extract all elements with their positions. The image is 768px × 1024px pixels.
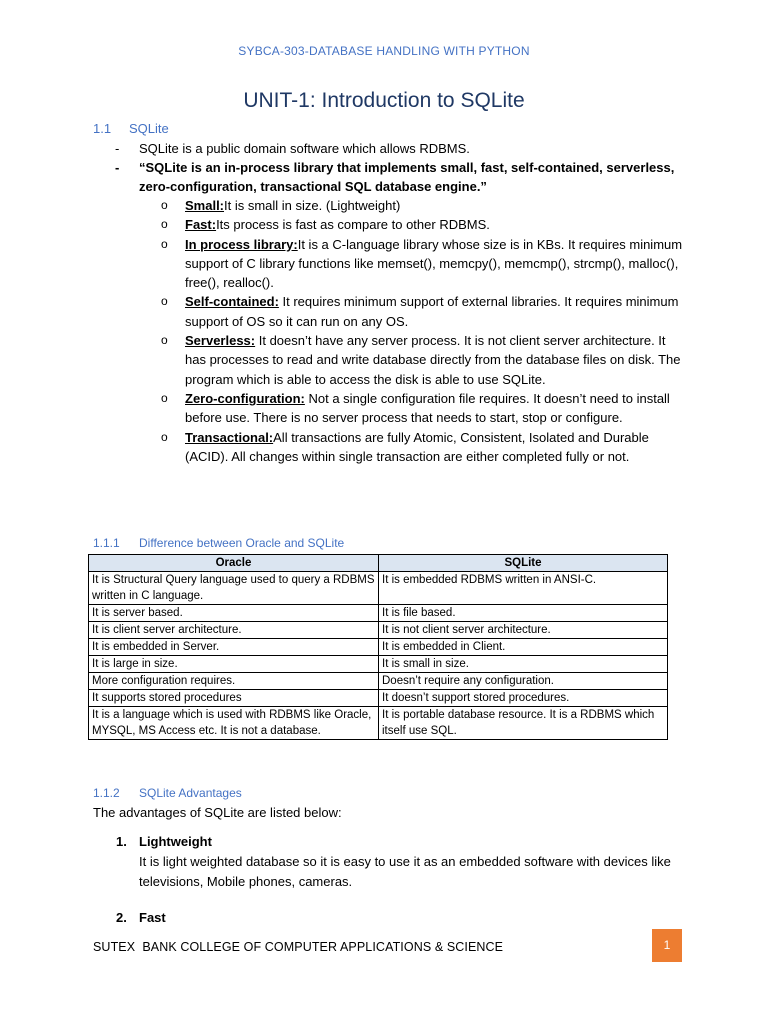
table-cell: It is not client server architecture. bbox=[379, 622, 668, 639]
table-cell: Doesn’t require any configuration. bbox=[379, 673, 668, 690]
table-row bbox=[89, 572, 668, 605]
feature-text: It is small in size. (Lightweight) bbox=[224, 198, 401, 213]
hollow-circle-bullet-icon: o bbox=[161, 429, 168, 444]
list-item-text: SQLite is a public domain software which allows RDBMS. bbox=[139, 141, 470, 156]
dash-bullet-icon: - bbox=[115, 160, 120, 175]
subsection-title: SQLite Advantages bbox=[139, 786, 242, 800]
section-heading-sqlite bbox=[93, 121, 169, 136]
item-number: 1. bbox=[116, 834, 127, 849]
table-row bbox=[89, 690, 668, 707]
list-item bbox=[93, 832, 693, 892]
advantage-title: Lightweight bbox=[139, 834, 212, 849]
table-row bbox=[89, 707, 668, 740]
feature-text: It is a C-language library whose size is in KBs. It requires minimum support of C library functions like memset(), memcpy(), memcmp(), strcmp(), malloc(), free(), realloc(). bbox=[185, 236, 683, 291]
advantage-body: It is light weighted database so it is easy to use it as an embedded software with devices like televisions, Mobile phones, cameras. bbox=[139, 854, 671, 889]
footer-institution: SUTEX BANK COLLEGE OF COMPUTER APPLICATIONS & SCIENCE bbox=[93, 940, 504, 954]
table-cell: It is server based. bbox=[89, 605, 379, 622]
column-header-sqlite: SQLite bbox=[379, 555, 668, 572]
subsection-title: Difference between Oracle and SQLite bbox=[139, 536, 345, 550]
feature-text: Its process is fast as compare to other RDBMS. bbox=[216, 217, 490, 233]
page-title: UNIT-1: Introduction to SQLite bbox=[243, 89, 525, 112]
hollow-circle-bullet-icon: o bbox=[161, 333, 168, 348]
table-row bbox=[89, 656, 668, 673]
feature-item-self-contained bbox=[93, 292, 683, 331]
table-cell: It is embedded in Server. bbox=[89, 639, 379, 656]
feature-term: Self-contained: bbox=[185, 294, 279, 310]
feature-item-zero-configuration bbox=[93, 389, 683, 428]
table-row bbox=[89, 673, 668, 690]
advantage-title-lightweight bbox=[93, 832, 693, 852]
feature-item-serverless bbox=[93, 331, 683, 389]
comparison-table bbox=[88, 554, 668, 740]
subsection-heading-difference bbox=[93, 536, 344, 550]
item-number: 2. bbox=[116, 910, 127, 925]
table-row bbox=[89, 622, 668, 639]
table-row bbox=[89, 605, 668, 622]
table-cell: It is a language which is used with RDBMS like Oracle, MYSQL, MS Access etc. It is not a database. bbox=[89, 707, 379, 740]
table-cell: It is small in size. bbox=[379, 656, 668, 673]
dash-bullet-icon: - bbox=[115, 141, 120, 156]
feature-list bbox=[93, 196, 683, 466]
feature-term: Fast: bbox=[185, 217, 217, 233]
dash-bullet-list bbox=[93, 139, 683, 196]
hollow-circle-bullet-icon: o bbox=[161, 217, 168, 232]
advantages-intro: The advantages of SQLite are listed below: bbox=[93, 805, 342, 820]
feature-item-fast bbox=[93, 215, 683, 234]
table-cell: It doesn’t support stored procedures. bbox=[379, 690, 668, 707]
advantage-title-fast bbox=[93, 908, 693, 928]
feature-term: Zero-configuration: bbox=[185, 390, 305, 406]
hollow-circle-bullet-icon: o bbox=[161, 198, 168, 212]
table-row bbox=[89, 639, 668, 656]
hollow-circle-bullet-icon: o bbox=[161, 294, 168, 309]
page-number-badge: 1 bbox=[652, 929, 682, 962]
list-item bbox=[93, 908, 693, 928]
table-cell: It is large in size. bbox=[89, 656, 379, 673]
table-cell: It supports stored procedures bbox=[89, 690, 379, 707]
feature-text: It requires minimum support of external libraries. It requires minimum support of OS so it can run on any OS. bbox=[185, 294, 679, 329]
section-number: 1.1 bbox=[93, 121, 112, 136]
table-cell: It is embedded in Client. bbox=[379, 639, 668, 656]
subsection-number: 1.1.1 bbox=[93, 536, 120, 550]
hollow-circle-bullet-icon: o bbox=[161, 236, 168, 251]
table-cell: It is Structural Query language used to query a RDBMS written in C language. bbox=[89, 572, 379, 605]
subsection-heading-advantages bbox=[93, 786, 242, 800]
definition-quote: “SQLite is an in-process library that implements small, fast, self-contained, serverless, zero-configuration, transactional SQL database engine.” bbox=[139, 160, 675, 194]
feature-term: Transactional: bbox=[185, 429, 274, 445]
table-cell: It is client server architecture. bbox=[89, 622, 379, 639]
list-item bbox=[93, 158, 683, 196]
table-header-row bbox=[89, 555, 668, 572]
table-cell: It is embedded RDBMS written in ANSI-C. bbox=[379, 572, 668, 605]
table-cell: It is file based. bbox=[379, 605, 668, 622]
feature-term: Serverless: bbox=[185, 333, 256, 349]
table-cell: It is portable database resource. It is a RDBMS which itself use SQL. bbox=[379, 707, 668, 740]
feature-term: In process library: bbox=[185, 236, 298, 252]
feature-item-small bbox=[93, 196, 683, 215]
advantages-list bbox=[93, 832, 693, 928]
feature-text: All transactions are fully Atomic, Consistent, Isolated and Durable (ACID). All changes within single transaction are either completed fully or not. bbox=[185, 429, 649, 464]
list-item bbox=[93, 139, 683, 158]
feature-term: Small: bbox=[185, 198, 225, 213]
feature-item-transactional bbox=[93, 428, 683, 467]
feature-text: Not a single configuration file requires. It doesn’t need to install before use. There is no server process that needs to start, stop or configure. bbox=[185, 390, 670, 426]
feature-text: It doesn’t have any server process. It is not client server architecture. It has processes to read and write database directly from the database files on disk. The program which is able to access the disk is able to use SQLite. bbox=[185, 333, 681, 387]
feature-item-in-process-library bbox=[93, 235, 683, 293]
column-header-oracle: Oracle bbox=[89, 555, 379, 572]
running-header: SYBCA-303-DATABASE HANDLING WITH PYTHON bbox=[238, 44, 530, 58]
advantage-title: Fast bbox=[139, 910, 166, 925]
table-cell: More configuration requires. bbox=[89, 673, 379, 690]
hollow-circle-bullet-icon: o bbox=[161, 390, 168, 405]
section-title: SQLite bbox=[129, 121, 169, 136]
subsection-number: 1.1.2 bbox=[93, 786, 120, 800]
